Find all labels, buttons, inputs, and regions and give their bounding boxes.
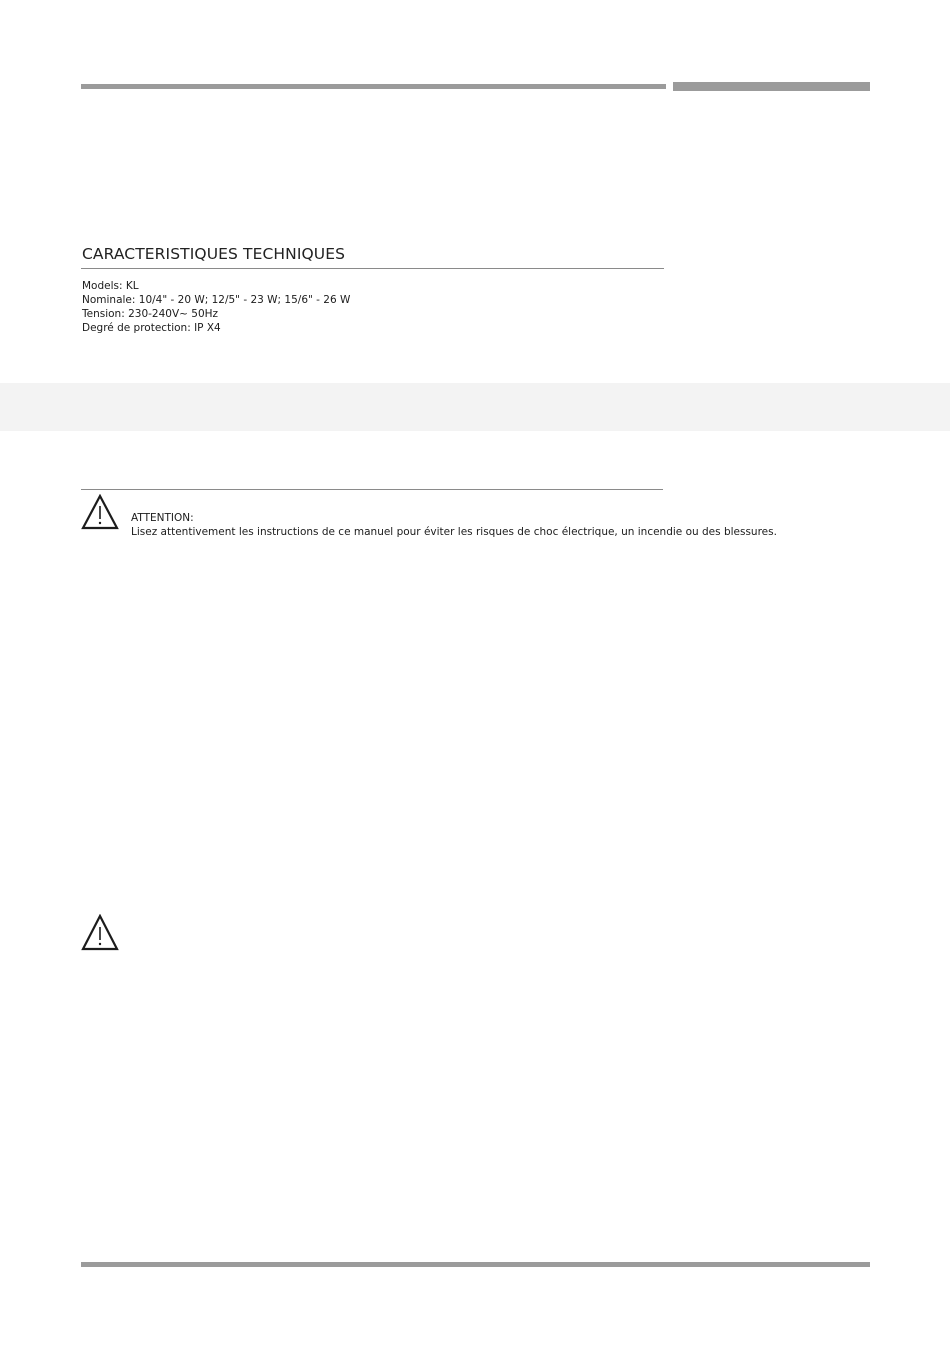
warning-triangle-icon	[81, 494, 119, 530]
warning-block	[131, 511, 777, 539]
warning-rule	[81, 489, 663, 490]
gray-band	[0, 383, 950, 431]
warning-heading: ATTENTION:	[131, 512, 194, 524]
spec-models: Models: KL	[82, 280, 139, 292]
header-rule-long	[81, 84, 666, 89]
warning-triangle-icon	[81, 914, 119, 951]
section-title-underline	[81, 268, 664, 269]
footer-rule	[81, 1262, 870, 1267]
section-title: CARACTERISTIQUES TECHNIQUES	[82, 245, 346, 263]
header-rule-short	[673, 82, 870, 91]
warning-text: Lisez attentivement les instructions de ce manuel pour éviter les risques de choc électrique, un incendie ou des blessures.	[131, 526, 777, 538]
spec-voltage: Tension: 230-240V~ 50Hz	[82, 308, 219, 320]
spec-protection-degree: Degré de protection: IP X4	[82, 322, 221, 334]
spec-list	[82, 279, 350, 335]
spec-nominal-power: Nominale: 10/4" - 20 W; 12/5" - 23 W; 15/6" - 26 W	[82, 294, 351, 306]
